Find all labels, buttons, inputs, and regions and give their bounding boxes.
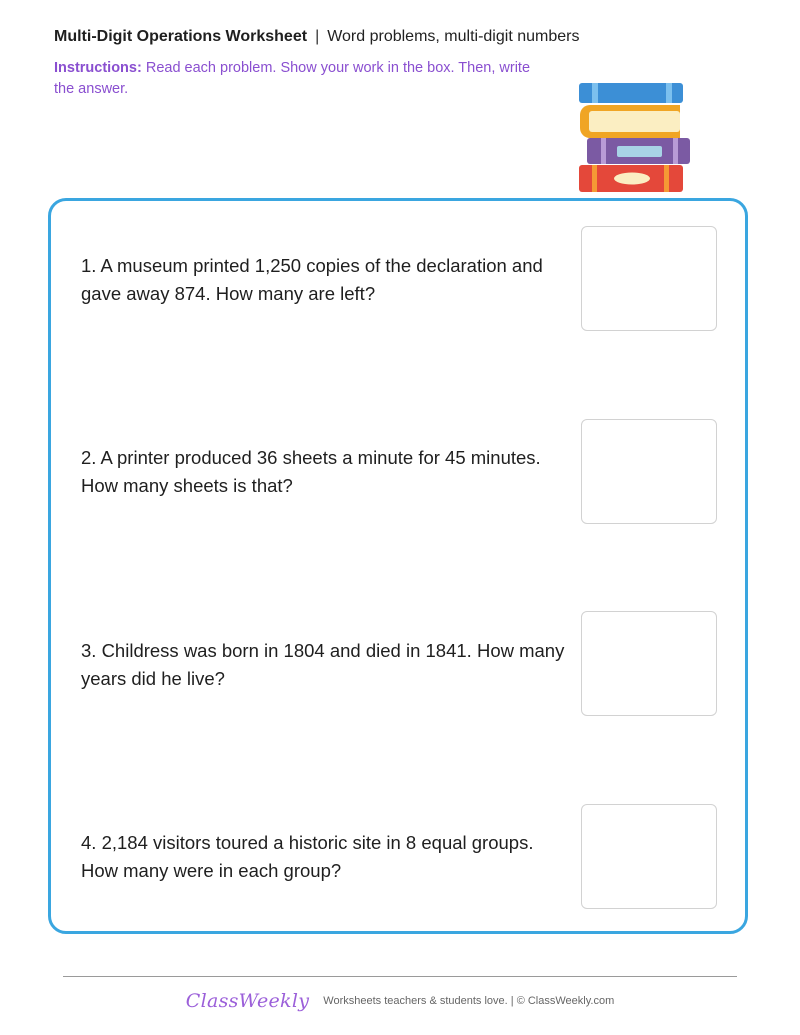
footer <box>0 986 800 1016</box>
answer-box-3[interactable] <box>581 611 717 716</box>
problem-4: 4. 2,184 visitors toured a historic site in 8 equal groups. How many were in each group? <box>81 832 534 881</box>
answer-box-2[interactable] <box>581 419 717 524</box>
problem-3: 3. Childress was born in 1804 and died in 1841. How many years did he live? <box>81 640 565 689</box>
answer-box-4[interactable] <box>581 804 717 909</box>
problem-1: 1. A museum printed 1,250 copies of the declaration and gave away 874. How many are left? <box>81 255 543 304</box>
problem-2: 2. A printer produced 36 sheets a minute for 45 minutes. How many sheets is that? <box>81 447 541 496</box>
header-separator: | <box>315 28 320 45</box>
worksheet-title: Multi-Digit Operations Worksheet <box>54 28 308 45</box>
footer-divider <box>63 976 737 977</box>
instructions-text: Read each problem. Show your work in the box. Then, write the answer. <box>54 60 531 97</box>
classweekly-logo: ClassWeekly <box>185 990 310 1012</box>
instructions <box>54 58 534 100</box>
book-stack-icon <box>572 78 696 196</box>
worksheet-header <box>54 27 579 47</box>
answer-box-1[interactable] <box>581 226 717 331</box>
footer-text: Worksheets teachers & students love. | © ClassWeekly.com <box>323 995 615 1007</box>
instructions-label: Instructions: <box>54 60 142 76</box>
worksheet-subtitle: Word problems, multi-digit numbers <box>327 28 580 45</box>
